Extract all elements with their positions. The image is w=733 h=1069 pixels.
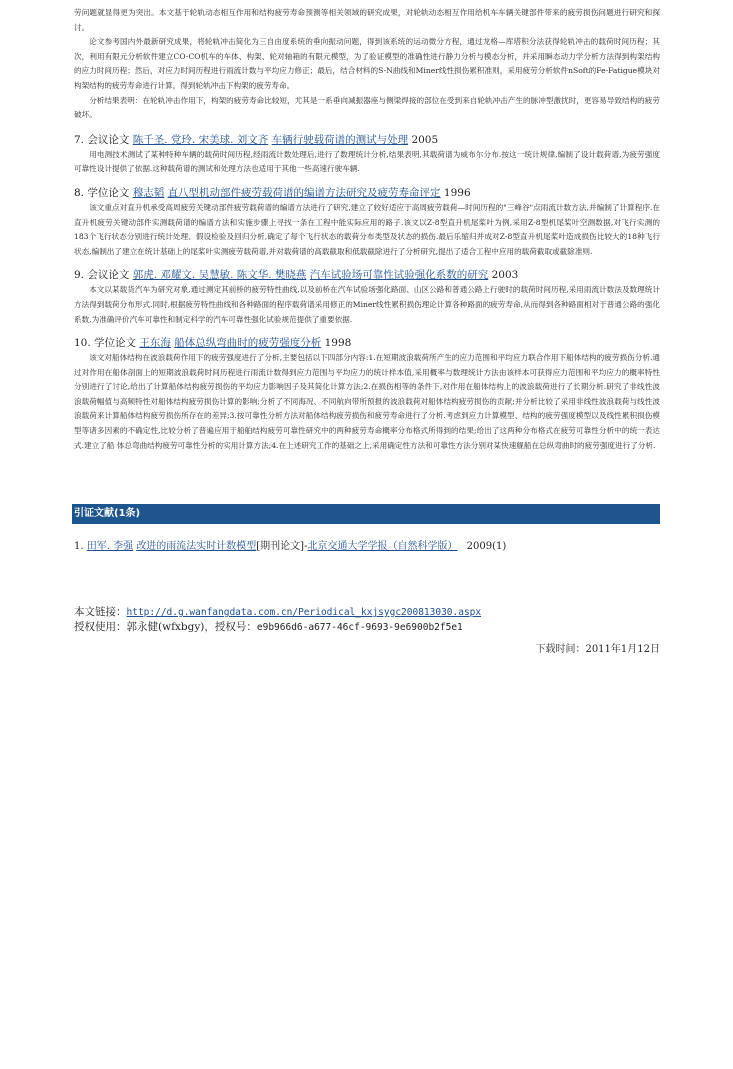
citation-year: 2009(1) (466, 541, 507, 552)
document-body (74, 0, 660, 453)
entry-type: 会议论文 (87, 133, 130, 146)
entry-abstract: 用电测技术测试了某种特种车辆的载荷时间历程,经雨流计数处理后,进行了数理统计分析,结果表明,其载荷谱为威布尔分布.按这一统计规律,编制了设计载荷谱,为疲劳强度可靠性设计提供了依据.这种载荷谱的测试和处理方法也适用于其他一些高速行驶车辆. (74, 149, 660, 174)
citation-separator: - (304, 541, 308, 552)
authorization-line (74, 620, 481, 635)
entry-number: 8. (74, 186, 85, 199)
entry-year: 2005 (411, 133, 439, 146)
entry-year: 1998 (324, 337, 352, 350)
citation-kind: [期刊论文] (256, 541, 305, 552)
entry-abstract: 本文以某载货汽车为研究对象,通过测定其前桥的疲劳特性曲线,以及前桥在汽车试验场强化路面、山区公路和普通公路上行驶时的载荷时间历程,采用雨流计数法及数理统计方法得到载荷分布形式.同时,根据疲劳特性曲线和各种路面的程序载荷谱采用修正的Miner线性累积损伤理论计算各种路面的疲劳寿命,从而得到各种路面相对于普通公路的强化系数,为准确评价汽车可靠性和制定科学的汽车可靠性强化试验规范提供了重要依据. (74, 285, 660, 324)
entry-title-link[interactable]: 船体总纵弯曲时的疲劳强度分析 (174, 337, 322, 350)
entry-type: 学位论文 (87, 186, 130, 199)
entry-authors-link[interactable]: 郭虎. 邓耀文. 吴慧敏. 陈文华. 樊晓燕 (132, 269, 307, 282)
authorization-user: 郭永健(wfxbgy) (126, 621, 205, 633)
article-link-line (74, 605, 481, 620)
entry-title-link[interactable]: 汽车试验场可靠性试验强化系数的研究 (309, 269, 489, 282)
download-time: 下载时间：2011年1月12日 (535, 644, 660, 655)
intro-paragraph-1: 劳问题就显得更为突出。本文基于轮轨动态相互作用和结构疲劳寿命预测等相关领域的研究成果，对轮轨动态相互作用给机车车辆关键部件带来的疲劳损伤问题进行研究和探讨。 (74, 8, 660, 32)
document-footer (74, 605, 481, 635)
entry-type: 学位论文 (94, 337, 137, 350)
citation-journal-link[interactable]: 北京交通大学学报（自然科学版） (307, 541, 458, 552)
citations-section-header: 引证文献(1条) (72, 504, 660, 524)
entry-title-link[interactable]: 车辆行驶载荷谱的测试与处理 (271, 133, 409, 146)
entry-abstract: 该文重点对直升机承受高周疲劳关键动部件疲劳载荷谱的编谱方法进行了研究,建立了较好适应于高周疲劳载荷—时间历程的"三峰谷"点雨流计数方法,并编制了计算程序.在直升机疲劳关键动部件实测载荷谱的编谱方法和实施步骤上寻找一条在工程中能实际应用的路子.该文以Z-8型直升机尾桨叶为例,采用Z-8型机尾桨叶空测数据,对飞行实测的183个飞行状态分别进行统计处理、假设检验及回归分析,确定了每个飞行状态的载荷分布类型及状态的损伤.最后乐缩归并成对Z-8型直升机尾桨叶造成损伤比较大的18种飞行状态,编制出了建立在统计基础上的尾桨叶实测疲劳载荷谱,并对载荷谱的高载截取和低载截除进行了分析研究,提出了适合工程中应用的载荷截取或截除准则. (74, 202, 660, 256)
authorization-code: e9b966d6-a677-46cf-9693-9e6900b2f5e1 (256, 622, 463, 633)
citation-item (74, 540, 506, 554)
entry-year: 1996 (443, 186, 471, 199)
entry-authors-link[interactable]: 陈千圣. 党玲. 宋美球. 刘文齐 (132, 133, 269, 146)
intro-paragraph-2: 论文参考国内外最新研究成果，将轮轨冲击简化为三自由度系统的垂向振动问题，得到该系统的运动微分方程，通过龙格—库塔积分法获得轮轨冲击的载荷时间历程；其次，利用有限元分析软件建立CO-CO机车的车体、构架、轮对轴箱的有限元模型，为了验证模型的准确性进行静力分析与模态分析，并采用瞬态动力学分析方法得到构架结构的应力时间历程；然后，对应力时间历程进行雨流计数与平均应力修正；最后，结合材料的S-N曲线和Miner线性损伤累积准则，采用疲劳分析软件nSoft的Fe-Fatigue模块对构架结构的疲劳寿命进行计算，得到轮轨冲击下构架的疲劳寿命。 (74, 37, 660, 90)
reference-entry-10 (74, 336, 660, 453)
entry-authors-link[interactable]: 穆志韬 (132, 186, 165, 199)
entry-title-link[interactable]: 直八型机动部件疲劳载荷谱的编谱方法研究及疲劳寿命评定 (167, 186, 441, 199)
reference-entry-9 (74, 268, 660, 327)
reference-entry-7 (74, 133, 660, 177)
article-link-label: 本文链接： (74, 606, 127, 618)
entry-year: 2003 (491, 269, 519, 282)
citation-number: 1. (74, 541, 84, 552)
intro-paragraph-3: 分析结果表明：在轮轨冲击作用下，构架的疲劳寿命比较短，尤其是一系垂向减振器座与侧梁焊接的部位在受到来自轮轨冲击产生的脉冲型激扰时，更容易导致结构的疲劳破坏。 (74, 95, 660, 120)
entry-authors-link[interactable]: 王东海 (139, 337, 171, 350)
reference-entry-8 (74, 186, 660, 259)
authorization-code-label: ，授权号： (204, 621, 257, 633)
entry-number: 10. (74, 337, 91, 350)
citation-title-link[interactable]: 改进的雨流法实时计数模型 (136, 541, 257, 552)
entry-abstract: 该文对船体结构在波浪载荷作用下的疲劳强度进行了分析,主要包括以下四部分内容:1.在短期波浪载荷所产生的应力范围和平均应力联合作用下船体结构的疲劳损伤分析.通过对作用在船体剖面上的短期波浪载荷时间历程进行雨流计数得到应力范围与平均应力的统计样本值,采用概率与数理统计方法由该样本可获得应力范围和平均应力的概率特性分别进行了讨论,给出了计算船体结构疲劳损伤的平均应力影响因子及其简化计算方法;2.在损伤相等的条件下,对作用在船体结构上的波浪载荷进行了长期分析.研究了非线性波浪载荷幅值与高频特性对船体结构疲劳损伤计算的影响;分析了不同海况、不同航向带所预报的波浪载荷对船体结构疲劳损伤的贡献;并分析比较了采用非线性波浪载荷与线性波浪载荷来计算船体结构疲劳损伤所存在的差异;3.按可靠性分析方法对船体结构疲劳损伤和疲劳寿命进行了分析.考虑到应力计算模型、结构的疲劳强度模型以及线性累积损伤模型等诸多因素的不确定性,比较分析了普遍应用于船舶结构疲劳可靠性研究中的两种疲劳寿命概率分布格式所得到的结果;给出了这两种分布格式在疲劳可靠性分析中的统一表达式.建立了船 体总弯曲结构疲劳可靠性分析的实用计算方法;4.在上述研究工作的基础之上,采用确定性方法和可靠性方法分别对某快速舰船在总纵弯曲时的疲劳强度进行了分析. (74, 353, 660, 450)
article-link[interactable]: http://d.g.wanfangdata.com.cn/Periodical_kxjsygc200813030.aspx (126, 607, 482, 618)
authorization-label: 授权使用： (74, 621, 127, 633)
entry-type: 会议论文 (87, 269, 130, 282)
citation-authors-link[interactable]: 田军. 李强 (86, 541, 134, 552)
entry-number: 7. (74, 133, 85, 146)
entry-number: 9. (74, 269, 85, 282)
